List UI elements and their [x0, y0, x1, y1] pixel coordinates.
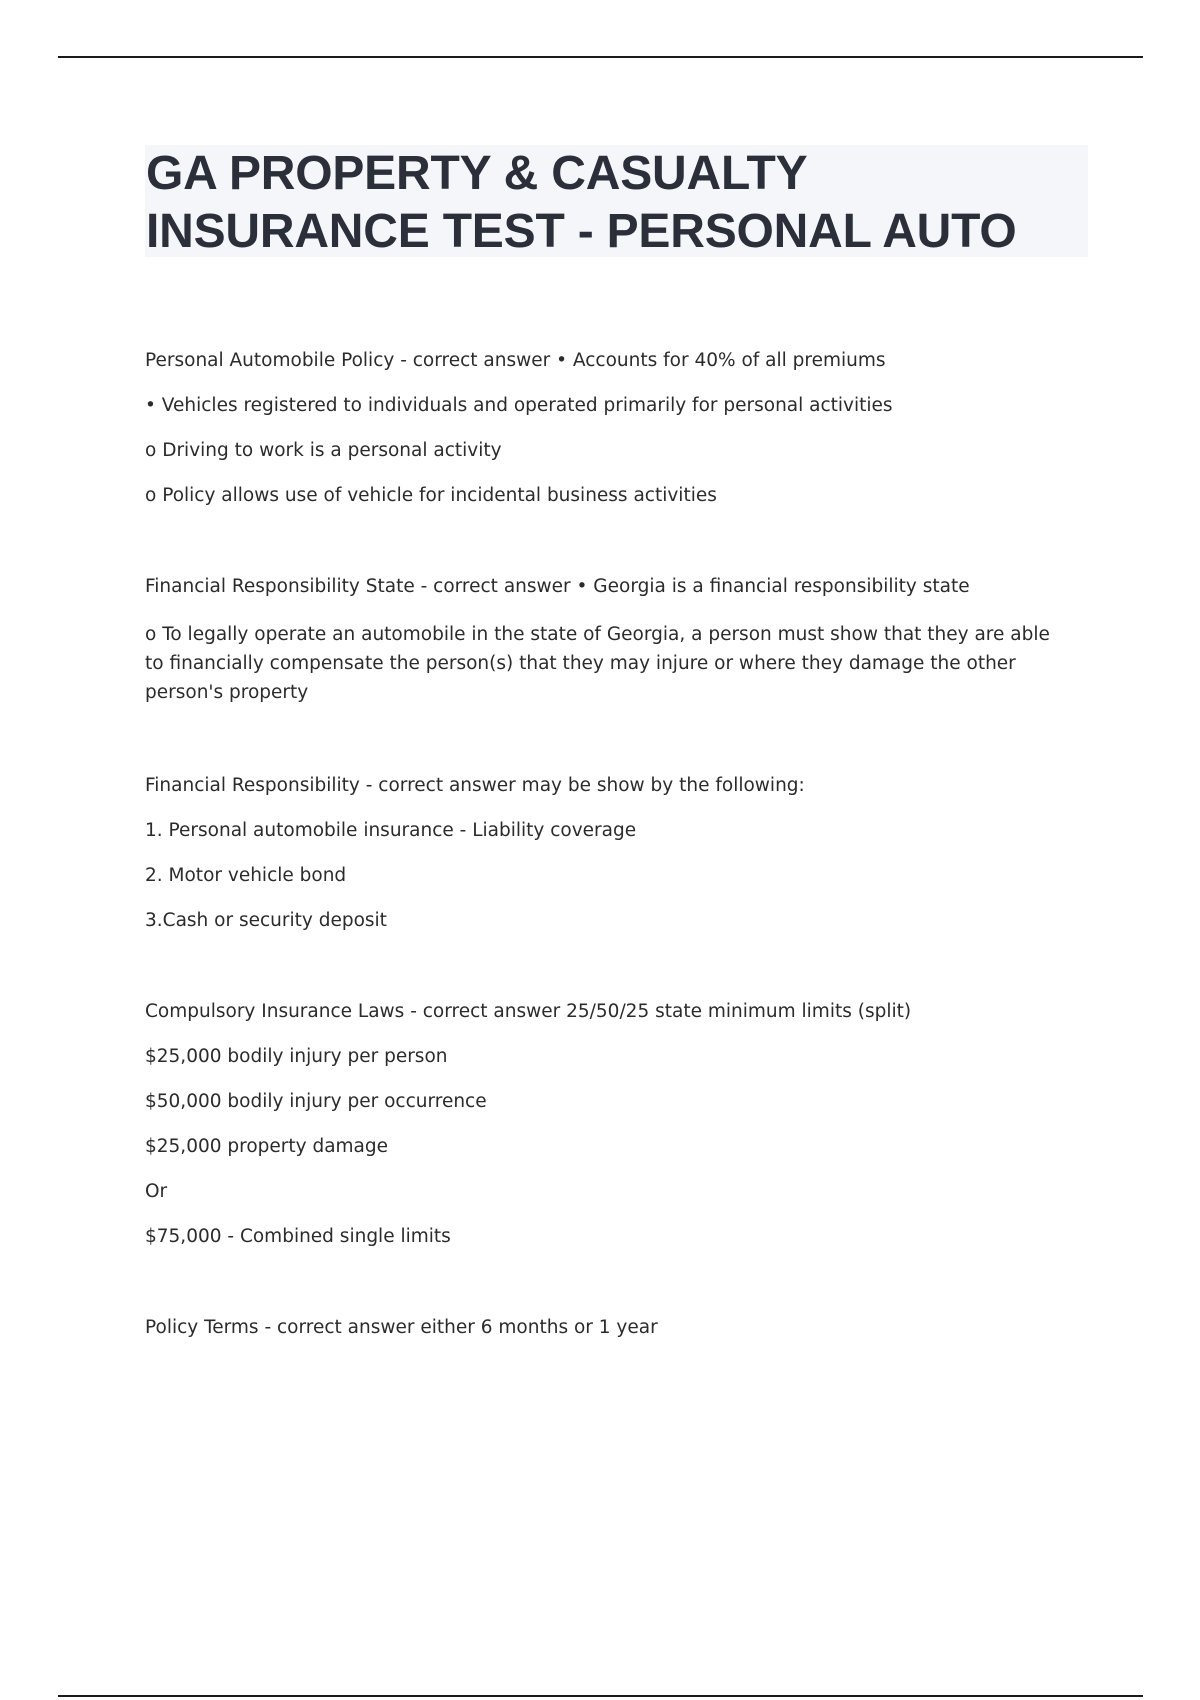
answer-line: $75,000 - Combined single limits [145, 1226, 451, 1247]
answer-separator: - correct answer [258, 1317, 421, 1338]
answer-line: o Driving to work is a personal activity [145, 440, 502, 461]
title-line-1: GA PROPERTY & CASUALTY [146, 147, 808, 200]
answer-line: 2. Motor vehicle bond [145, 865, 347, 886]
flashcard-list [145, 349, 1060, 1407]
flashcard-question-line [145, 1000, 1060, 1024]
flashcard-answer: • Accounts for 40% of all premiums [556, 350, 886, 371]
flashcard-answer: either 6 months or 1 year [420, 1317, 658, 1338]
answer-separator: - correct answer [394, 350, 557, 371]
answer-line: 1. Personal automobile insurance - Liability coverage [145, 820, 637, 841]
flashcard-question-line [145, 1316, 1060, 1340]
answer-line: $50,000 bodily injury per occurrence [145, 1091, 487, 1112]
answer-separator: - correct answer [359, 775, 522, 796]
flashcard-policy-terms [145, 1316, 1060, 1340]
flashcard-term: Compulsory Insurance Laws [145, 1001, 405, 1022]
flashcard-answer: may be show by the following: [521, 775, 805, 796]
flashcard-financial-responsibility [145, 774, 1060, 933]
document-title [146, 145, 1086, 261]
title-line-2: INSURANCE TEST - PERSONAL AUTO [146, 205, 1017, 258]
flashcard-term: Financial Responsibility [145, 775, 360, 796]
answer-line: o Policy allows use of vehicle for incidental business activities [145, 485, 717, 506]
flashcard-term: Policy Terms [145, 1317, 259, 1338]
flashcard-answer: • Georgia is a financial responsibility state [576, 576, 970, 597]
flashcard-question-line [145, 349, 1060, 373]
flashcard-term: Personal Automobile Policy [145, 350, 395, 371]
header-rule [58, 56, 1143, 58]
answer-separator: - correct answer [414, 576, 577, 597]
answer-line: o To legally operate an automobile in the state of Georgia, a person must show that they are able to financially compensate the person(s) that they may injure or where they damage the other person's property [145, 624, 1050, 703]
answer-line: $25,000 property damage [145, 1136, 389, 1157]
flashcard-answer: 25/50/25 state minimum limits (split) [566, 1001, 912, 1022]
answer-line: 3.Cash or security deposit [145, 910, 387, 931]
flashcard-term: Financial Responsibility State [145, 576, 415, 597]
answer-line: Or [145, 1181, 168, 1202]
flashcard-question-line [145, 774, 1060, 798]
flashcard-compulsory-insurance-laws [145, 1000, 1060, 1249]
flashcard-question-line [145, 575, 1060, 599]
flashcard-personal-automobile-policy [145, 349, 1060, 508]
flashcard-financial-responsibility-state [145, 575, 1060, 707]
footer-rule [58, 1695, 1143, 1697]
answer-line: • Vehicles registered to individuals and operated primarily for personal activities [145, 395, 893, 416]
answer-separator: - correct answer [404, 1001, 567, 1022]
answer-line: $25,000 bodily injury per person [145, 1046, 448, 1067]
